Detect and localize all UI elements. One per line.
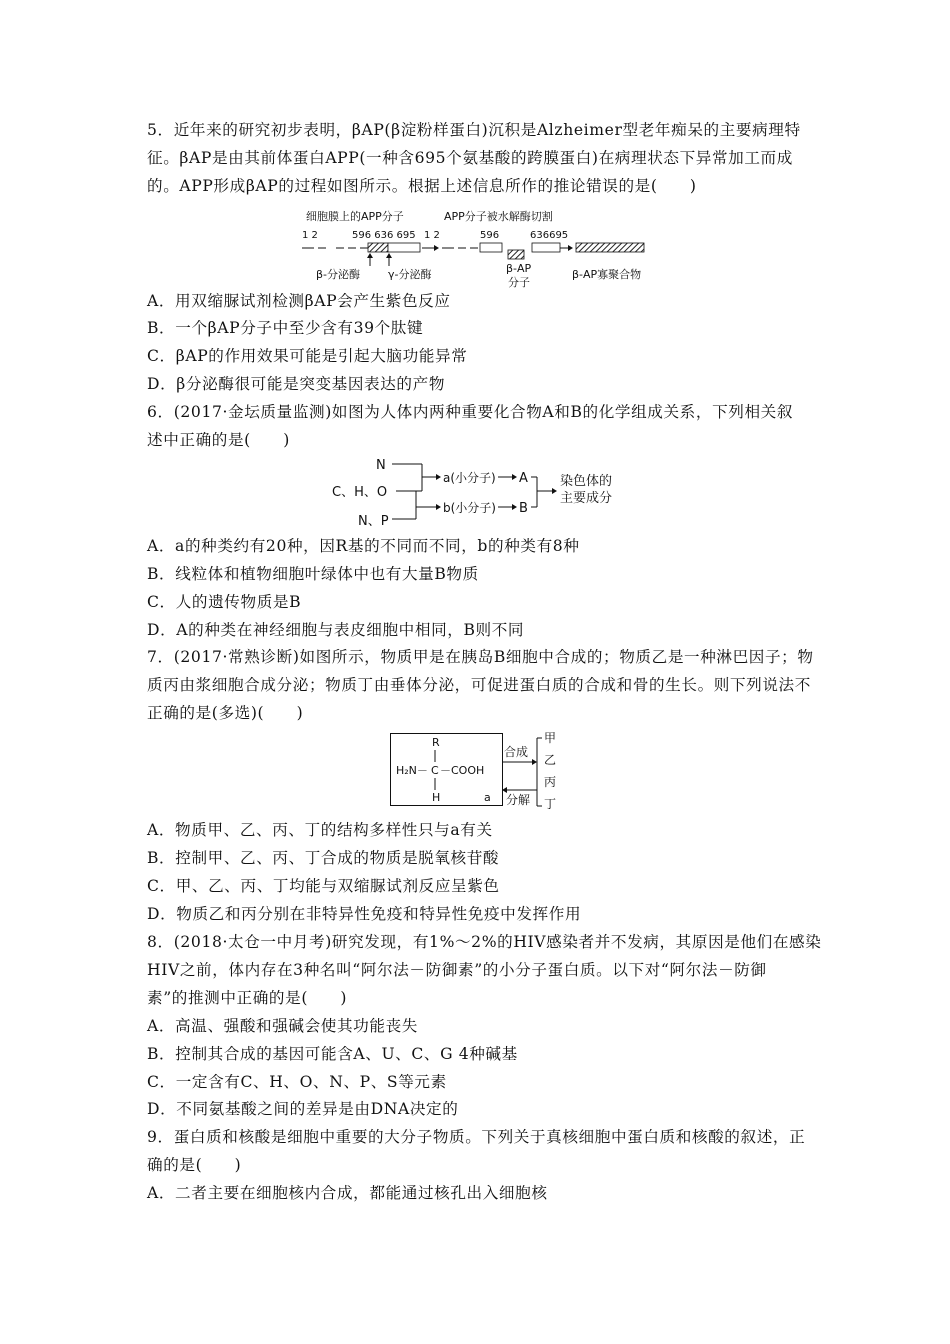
fig-synth: 合成 — [504, 745, 529, 759]
app-molecule-intact — [302, 243, 420, 252]
q7-stem-line-3: 正确的是(多选)( ) — [147, 704, 304, 722]
q9-stem-line-1: 9．蛋白质和核酸是细胞中重要的大分子物质。下列关于真核细胞中蛋白质和核酸的叙述，正 — [147, 1128, 806, 1146]
fig-a-big: A — [519, 471, 528, 486]
fig-decomp: 分解 — [506, 793, 531, 807]
fig-seq-596: 596 — [480, 230, 500, 241]
q5-option-a: A．用双缩脲试剂检测βAP会产生紫色反应 — [147, 292, 451, 310]
fig-beta-secretase: β-分泌酶 — [316, 268, 360, 281]
q6-option-a: A．a的种类约有20种，因R基的不同而不同，b的种类有8种 — [147, 537, 580, 555]
fig-label-cut: APP分子被水解酶切割 — [444, 210, 553, 223]
fig-jia: 甲 — [544, 731, 557, 745]
fig-seq-1-2-right: 1 2 — [424, 230, 440, 241]
fig-b-big: B — [519, 501, 528, 516]
fig-cooh: －COOH — [440, 764, 485, 777]
q6-stem-line-2: 述中正确的是( ) — [147, 431, 290, 449]
q5-stem-line-3: 的。APP形成βAP的过程如图所示。根据上述信息所作的推论错误的是( ) — [147, 177, 697, 195]
fig-b-small: b(小分子) — [443, 501, 496, 515]
q8-option-c: C．一定含有C、H、O、N、P、S等元素 — [147, 1073, 447, 1091]
q6-option-c: C．人的遗传物质是B — [147, 593, 302, 611]
fig-beta-ap-label-2: 分子 — [508, 276, 530, 289]
q8-stem-line-1: 8．(2018·太仓一中月考)研究发现，有1%～2%的HIV感染者并不发病，其原因是他们在感染 — [147, 933, 822, 951]
q6-option-b: B．线粒体和植物细胞叶绿体中也有大量B物质 — [147, 565, 479, 583]
q6-option-d: D．A的种类在神经细胞与表皮细胞中相同，B则不同 — [147, 621, 525, 639]
q9-stem-line-2: 确的是( ) — [147, 1156, 242, 1174]
q5-option-d: D．β分泌酶很可能是突变基因表达的产物 — [147, 375, 446, 393]
beta-ap-oligomer-bar — [576, 243, 644, 252]
fig-element-n: N — [376, 458, 386, 473]
fig-seq-1-2-left: 1 2 — [302, 230, 318, 241]
app-molecule-cut — [442, 243, 560, 259]
fig-c: C — [431, 764, 439, 777]
fig-result-2: 主要成分 — [560, 491, 613, 506]
q9-option-a: A．二者主要在细胞核内合成，都能通过核孔出入细胞核 — [147, 1184, 548, 1202]
q8-stem-line-2: HIV之前，体内存在3种名叫“阿尔法－防御素”的小分子蛋白质。以下对“阿尔法－防御 — [147, 961, 767, 979]
q7-stem-line-1: 7．(2017·常熟诊断)如图所示，物质甲是在胰岛B细胞中合成的；物质乙是一种淋巴因子；物 — [147, 648, 814, 666]
fig-yi: 乙 — [544, 753, 557, 767]
q8-option-b: B．控制其合成的基因可能含A、U、C、G 4种碱基 — [147, 1045, 518, 1063]
fig-element-np: N、P — [358, 514, 389, 529]
fig-label-membrane: 细胞膜上的APP分子 — [306, 210, 404, 223]
fig-a: a — [484, 791, 491, 804]
q5-app-cleavage-figure — [296, 206, 656, 288]
fig-r: R — [432, 736, 440, 749]
q5-stem-line-1: 5．近年来的研究初步表明，βAP(β淀粉样蛋白)沉积是Alzheimer型老年痴呆的主要病理特 — [147, 121, 801, 139]
fig-gamma-secretase: γ-分泌酶 — [388, 268, 432, 281]
q8-option-d: D．不同氨基酸之间的差异是由DNA决定的 — [147, 1100, 459, 1118]
q7-option-c: C．甲、乙、丙、丁均能与双缩脲试剂反应呈紫色 — [147, 877, 500, 895]
q5-stem-line-2: 征。βAP是由其前体蛋白APP(一种含695个氨基酸的跨膜蛋白)在病理状态下异常加工而成 — [147, 149, 793, 167]
fig-bing: 丙 — [544, 775, 557, 789]
q6-stem-line-1: 6．(2017·金坛质量监测)如图为人体内两种重要化合物A和B的化学组成关系，下列相关叙 — [147, 403, 794, 421]
fig-ding: 丁 — [544, 797, 557, 811]
q5-option-c: C．βAP的作用效果可能是引起大脑功能异常 — [147, 347, 468, 365]
fig-a-small: a(小分子) — [443, 471, 496, 485]
fig-result-1: 染色体的 — [560, 474, 613, 489]
q8-option-a: A．高温、强酸和强碱会使其功能丧失 — [147, 1017, 418, 1035]
q8-stem-line-3: 素”的推测中正确的是( ) — [147, 989, 348, 1007]
q7-option-b: B．控制甲、乙、丙、丁合成的物质是脱氧核苷酸 — [147, 849, 500, 867]
q6-compound-figure — [332, 455, 622, 531]
fig-element-cho: C、H、O — [332, 485, 388, 500]
q7-amino-acid-figure — [390, 730, 570, 814]
fig-oligomer-label: β-AP寡聚合物 — [572, 268, 642, 281]
fig-seq-596-636-695: 596 636 695 — [352, 230, 416, 241]
fig-seq-636-695: 636695 — [530, 230, 569, 241]
q7-stem-line-2: 质丙由浆细胞合成分泌；物质丁由垂体分泌，可促进蛋白质的合成和骨的生长。则下列说法不 — [147, 676, 811, 694]
fig-h2n: H₂N－ — [396, 764, 428, 777]
q5-option-b: B．一个βAP分子中至少含有39个肽键 — [147, 319, 424, 337]
q7-option-d: D．物质乙和丙分别在非特异性免疫和特异性免疫中发挥作用 — [147, 905, 582, 923]
fig-h: H — [432, 791, 441, 804]
q7-option-a: A．物质甲、乙、丙、丁的结构多样性只与a有关 — [147, 821, 493, 839]
fig-beta-ap-label-1: β-AP — [506, 262, 532, 275]
